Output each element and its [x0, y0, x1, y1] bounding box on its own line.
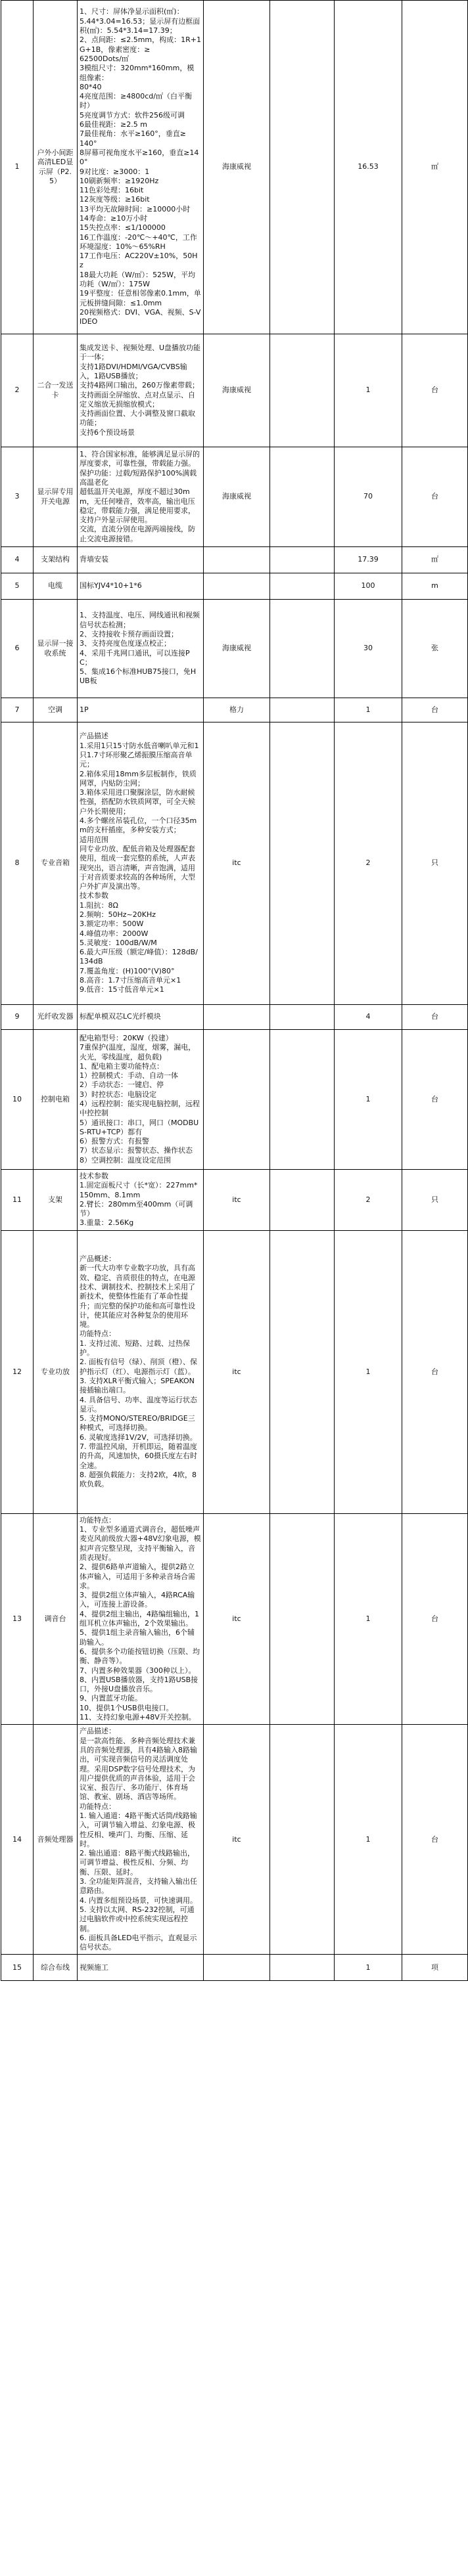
spec-line: 1、专业型多通道式调音台，超低噪声麦克风前级放大器+48V幻象电源，模拟声音完整呈现，支持平衡输入，音质表现好。 [80, 1525, 201, 1562]
item-unit: 台 [402, 1030, 468, 1170]
spec-line: 5亮度调节方式：软件256级可调 [80, 110, 185, 120]
spec-line: 3.重量：2.56Kg [80, 1218, 134, 1228]
item-name: 调音台 [34, 1513, 78, 1725]
spec-line: 新一代大功率专业数字功放，具有高效、稳定、音质很佳的特点，在电源技术、调制技术、控制技术上采用了新技术，使整体性能有了革命性提升；而完整的保护功能和高可靠性设计，使其能应对各种复杂的使用环境。 [80, 1264, 195, 1329]
item-unit: 台 [402, 334, 468, 447]
item-model [270, 1725, 335, 1955]
spec-line: 2、点间距：≤2.5mm，构成：1R+1G+1B，像素密度：≥ [80, 35, 201, 54]
spec-line: 62500Dots/㎡ [80, 54, 129, 63]
spec-line: 交流，直流分别在电源两端接线，防止交流电源接错。 [80, 525, 195, 543]
item-unit: ㎡ [402, 547, 468, 573]
item-brand [204, 573, 270, 600]
item-brand [204, 547, 270, 573]
table-row [1, 547, 468, 573]
table-row [1, 1230, 468, 1513]
table-row [1, 1030, 468, 1170]
spec-line: 2）手动状态：一键启、停 [80, 1080, 164, 1090]
item-quantity: 1 [335, 334, 402, 447]
spec-line: 5.44*3.04=16.53；显示屏有边框面积(㎡)：5.54*3.14=17.39； [80, 16, 200, 35]
item-quantity: 4 [335, 1005, 402, 1030]
item-unit: 台 [402, 1230, 468, 1513]
spec-line: 1、符合国家标准，能够满足显示屏的厚度要求，可靠性强，带载能力强。 [80, 450, 200, 468]
table-row [1, 600, 468, 698]
item-name: 二合一发送卡 [34, 334, 78, 447]
spec-line: 4. 具备信号、功率、温度等运行状态显示。 [80, 1395, 197, 1413]
item-spec [78, 334, 204, 447]
spec-line: 4.多个螺丝吊装孔位，一个口径35mm的支杆插座，多种安装方式； [80, 816, 197, 835]
spec-line: 16工作温度：-20℃～+40℃，工作环境湿度：10%～65%RH [80, 233, 197, 251]
spec-line: 是一款高性能、多种音频处理技术兼具的音频处理器，具有4路输入8路输出，可实现音频信号的灵活调度处理。采用DSP数字信号处理技术，为用户提供优质的声音体验，适用于会议室、报告厅、多功能厅、体育场馆、教室、剧场、酒店等场所。 [80, 1736, 197, 1802]
spec-line: 超低温开关电源，厚度不超过30mm，无任何噪音，效率高，输出电压稳定，带载能力强，满足使用要求，支持户外显示屏使用。 [80, 487, 195, 525]
row-number: 14 [1, 1725, 34, 1955]
row-number: 5 [1, 573, 34, 600]
table-row [1, 573, 468, 600]
spec-line: 9对比度：≥3000：1 [80, 167, 150, 176]
item-name: 户外小间距高清LED显示屏（P2.5） [34, 1, 78, 334]
table-row [1, 447, 468, 547]
item-brand [204, 1005, 270, 1030]
spec-line: 2. 输出通道：8路平衡式线路输出，可调节增益、极性反相、分频、均衡、压限、延时。 [80, 1849, 195, 1876]
spec-line: 支持画面位置、大小调整及窗口截取功能； [80, 409, 195, 428]
item-brand: itc [204, 1170, 270, 1231]
spec-line: 8屏幕可视角度水平≥160，垂直≥140° [80, 148, 199, 167]
table-body [1, 1, 468, 1981]
item-unit: ㎡ [402, 1, 468, 334]
spec-line: 3模组尺寸：320mm*160mm，模组像素： [80, 64, 195, 82]
row-number: 15 [1, 1955, 34, 1981]
item-unit: 张 [402, 600, 468, 698]
item-quantity: 17.39 [335, 547, 402, 573]
spec-line: 1.固定面板尺寸（长*宽）：227mm*150mm、8.1mm [80, 1181, 198, 1199]
spec-line: 7. 带温控风扇，开机即运，随着温度的升高，风速加快，60摄氏度左右时全速。 [80, 1442, 197, 1470]
spec-line: 功能特点： [80, 1515, 116, 1524]
row-number: 9 [1, 1005, 34, 1030]
spec-line: 1.采用1只15寸防水低音喇叭单元和1只1.7寸环形聚乙烯振膜压缩高音单元； [80, 741, 199, 769]
spec-line: 技术参数 [80, 891, 108, 900]
row-number: 3 [1, 447, 34, 547]
item-model [270, 1, 335, 334]
item-model [270, 1170, 335, 1231]
table-row [1, 1005, 468, 1030]
spec-line: 8、内置USB播放器，支持1路USB接口，外接U盘播放音乐。 [80, 1675, 199, 1694]
spec-line: 14寿命：≥10万小时 [80, 213, 148, 223]
quotation-table [1, 0, 468, 1981]
spec-line: 适用范围 [80, 835, 108, 844]
item-brand: itc [204, 722, 270, 1005]
spec-line: 2、提供6路单声道输入，提供2路立体声输入，可适用于多种录音场合需求。 [80, 1563, 195, 1590]
spec-line: 2.臂长：280mm至400mm（可调节） [80, 1199, 193, 1218]
row-number: 12 [1, 1230, 34, 1513]
spec-line: 1、支持温度、电压、网线通讯和视频信号状态检测； [80, 611, 200, 629]
item-quantity: 70 [335, 447, 402, 547]
spec-line: 6）报警方式：有报警 [80, 1137, 149, 1146]
spec-line: 2.频响：50Hz~20KHz [80, 910, 156, 919]
spec-line: 9、内置蓝牙功能。 [80, 1694, 142, 1703]
item-unit: 台 [402, 1725, 468, 1955]
row-number: 6 [1, 600, 34, 698]
spec-line: 11色彩处理：16bit [80, 186, 144, 195]
item-model [270, 1230, 335, 1513]
spec-line: 6. 灵敏度选择1V/2V，可选择切换。 [80, 1432, 197, 1442]
item-brand: itc [204, 1230, 270, 1513]
item-unit: 只 [402, 722, 468, 1005]
spec-line: 3. 支持XLR平衡式输入；SPEAKON接插输出端口。 [80, 1376, 195, 1395]
spec-line: 20视频格式：DVI、VGA、视频、S-VIDEO [80, 307, 201, 326]
item-model [270, 1513, 335, 1725]
item-brand [204, 1955, 270, 1981]
row-number: 1 [1, 1, 34, 334]
spec-line: 12灰度等级：≥16bit [80, 195, 150, 204]
spec-line: 7.覆盖角度：(H)100°(V)80° [80, 966, 175, 975]
item-spec [78, 547, 204, 573]
item-model [270, 722, 335, 1005]
item-quantity: 100 [335, 573, 402, 600]
spec-line: 支持画面全屏缩放、点对点显示、自定义缩放无损缩放模式； [80, 390, 195, 409]
item-quantity: 1 [335, 1513, 402, 1725]
spec-line: 17工作电压：AC220V±10%，50Hz [80, 252, 198, 270]
item-spec [78, 1, 204, 334]
spec-line: 产品描述： [80, 1727, 116, 1736]
item-name: 显示屏专用开关电源 [34, 447, 78, 547]
item-model [270, 573, 335, 600]
table-row [1, 1170, 468, 1231]
item-spec [78, 698, 204, 722]
item-quantity: 2 [335, 722, 402, 1005]
table-row [1, 1513, 468, 1725]
item-spec [78, 722, 204, 1005]
item-unit: 台 [402, 698, 468, 722]
row-number: 4 [1, 547, 34, 573]
spec-line: 18最大功耗（W/㎡）：525W，平均功耗（W/㎡）：175W [80, 270, 195, 289]
spec-line: 1P [80, 705, 89, 714]
item-name: 支架 [34, 1170, 78, 1231]
item-quantity: 2 [335, 1170, 402, 1231]
item-brand: 海康威视 [204, 334, 270, 447]
row-number: 8 [1, 722, 34, 1005]
spec-line: 1、尺寸：屏体净显示面积(㎡)： [80, 7, 184, 16]
spec-line: 3.箱体采用进口聚脲涂层，防水耐候性强，搭配防水铁质网罩，可全天候户外长期使用； [80, 788, 195, 816]
spec-line: 4. 内置多组预设场景，可快速调用。 [80, 1896, 197, 1905]
item-model [270, 334, 335, 447]
item-quantity: 1 [335, 698, 402, 722]
spec-line: 8）空调控制：温度设定范围 [80, 1155, 171, 1165]
spec-line: 3. 全功能矩阵混音，支持输入输出任意路由。 [80, 1877, 197, 1896]
spec-line: 1.阻抗：8Ω [80, 900, 118, 910]
item-model [270, 1030, 335, 1170]
row-number: 2 [1, 334, 34, 447]
spec-line: 5. 支持MONO/STEREO/BRIDGE三种模式，可选择切换。 [80, 1414, 195, 1432]
item-name: 空调 [34, 698, 78, 722]
spec-line: 2.箱体采用18mm多层板制作，铁质网罩，内贴防尘网； [80, 769, 197, 788]
spec-line: 功能特点： [80, 1329, 116, 1339]
spec-line: 5、集成16个标准HUB75接口，免HUB板 [80, 667, 197, 686]
item-name: 音频处理器 [34, 1725, 78, 1955]
item-quantity: 1 [335, 1230, 402, 1513]
item-spec [78, 1230, 204, 1513]
table-row [1, 334, 468, 447]
spec-line: 8.高音：1.7寸压缩高音单元×1 [80, 976, 181, 985]
item-unit: 台 [402, 447, 468, 547]
spec-line: 配电箱型号：20KW（投建） [80, 1033, 173, 1042]
spec-line: 功能特点： [80, 1802, 116, 1811]
spec-line: 产品概述： [80, 1255, 116, 1264]
spec-line: 7重保护(温度，湿度，烟雾，漏电，火光，零线温度，超负载) [80, 1043, 196, 1061]
spec-line: 同专业功放、配低音箱及处理器配套使用，组成一套完整的系统，人声表现突出，语言清晰，声音饱满，适用于对音质要求较高的各种场所，大型户外扩声及演出等。 [80, 844, 195, 891]
spec-line: 5.灵敏度：100dB/W/M [80, 938, 157, 947]
item-brand [204, 1030, 270, 1170]
item-brand: itc [204, 1725, 270, 1955]
item-quantity: 16.53 [335, 1, 402, 334]
spec-line: 6、提供多个功能按钮切换（压限、均衡、静音等）。 [80, 1647, 200, 1666]
spec-line: 2、支持接收卡预存画面设置； [80, 629, 178, 638]
spec-line: 支持1路DVI/HDMI/VGA/CVBS输入，1路USB播放； [80, 362, 187, 380]
item-brand: 海康威视 [204, 1, 270, 334]
spec-line: 1. 支持过流、短路、过载、过热保护。 [80, 1339, 190, 1358]
table-row [1, 1, 468, 334]
spec-line: 10刷新频率：≥1920Hz [80, 176, 159, 185]
spec-line: 1）控制模式：手动、自动一体 [80, 1071, 178, 1080]
item-spec [78, 1005, 204, 1030]
spec-line: 8. 超强负载能力：支持2欧，4欧，8欧负载。 [80, 1470, 197, 1489]
spec-line: 5）通讯接口：串口，网口（MODBUS-RTU+TCP）都有 [80, 1118, 199, 1136]
spec-line: 13平均无故障时间：≥10000小时 [80, 204, 191, 213]
item-brand: 海康威视 [204, 600, 270, 698]
row-number: 13 [1, 1513, 34, 1725]
spec-line: 4.峰值功率：2000W [80, 929, 149, 938]
item-unit: m [402, 573, 468, 600]
spec-line: 1. 输入通道：4路平衡式话筒/线路输入，可调节输入增益、幻象电源、极性反相、噪声门、均衡、压缩、延时。 [80, 1811, 197, 1848]
spec-line: 7、内置多种效果器（300种以上）。 [80, 1666, 196, 1675]
spec-line: 国标YJV4*10+1*6 [80, 581, 142, 590]
spec-line: 集成发送卡、视频处理、U盘播放功能于一体； [80, 344, 201, 362]
item-quantity: 1 [335, 1955, 402, 1981]
item-model [270, 447, 335, 547]
spec-line: 3、支持亮度色度逐点校正； [80, 639, 171, 648]
item-quantity: 1 [335, 1030, 402, 1170]
row-number: 10 [1, 1030, 34, 1170]
spec-line: 6. 面板具备LED电平指示，直观显示信号状态。 [80, 1933, 197, 1952]
item-name: 专业音箱 [34, 722, 78, 1005]
item-spec [78, 1725, 204, 1955]
spec-line: 保护功能：过载/短路保护100%满载高温老化 [80, 468, 197, 487]
item-name: 控制电箱 [34, 1030, 78, 1170]
spec-line: 标配单模双芯LC光纤模块 [80, 1012, 161, 1021]
spec-line: 140° [80, 139, 97, 148]
spec-line: 1、配电箱主要功能特点： [80, 1061, 164, 1071]
item-spec [78, 600, 204, 698]
row-number: 7 [1, 698, 34, 722]
spec-line: 4亮度范围：≥4800cd/㎡（白平衡时） [80, 92, 192, 110]
spec-line: 80*40 [80, 82, 102, 91]
spec-line: 3.额定功率：500W [80, 920, 144, 929]
item-spec [78, 1170, 204, 1231]
spec-line: 3）时控状态：电脑设定 [80, 1090, 156, 1099]
spec-line: 6最佳视距：≥2.5 m [80, 120, 147, 129]
item-brand: 海康威视 [204, 447, 270, 547]
spec-line: 10、提供1个USB供电接口。 [80, 1703, 174, 1712]
spec-line: 4、采用千兆网口通讯，可以连接PC； [80, 648, 190, 667]
spec-line: 3、提供2组立体声输入，4路RCA输入，可连接上游设备。 [80, 1591, 195, 1609]
spec-line: 15失控点率：≤1/100000 [80, 223, 166, 233]
item-spec [78, 1030, 204, 1170]
item-name: 综合布线 [34, 1955, 78, 1981]
table-row [1, 1725, 468, 1955]
spec-line: 6.最大声压级（额定/峰值）：128dB/134dB [80, 948, 198, 966]
item-name: 光纤收发器 [34, 1005, 78, 1030]
spec-line: 视频施工 [80, 1963, 108, 1972]
item-unit: 台 [402, 1005, 468, 1030]
item-quantity: 1 [335, 1725, 402, 1955]
spec-line: 2. 面板有信号（绿）、削顶（橙）、保护指示灯（红）、电源指示灯（蓝）。 [80, 1358, 197, 1376]
item-unit: 只 [402, 1170, 468, 1231]
table-row [1, 1955, 468, 1981]
spec-line: 4）远程控制：能实现电脑控制，远程中控控制 [80, 1099, 200, 1118]
spec-line: 11、支持幻象电源+48V开关控制。 [80, 1713, 196, 1722]
spec-line: 技术参数 [80, 1172, 108, 1180]
spec-line: 背墙安装 [80, 555, 108, 564]
spec-line: 支持6个预设场景 [80, 428, 135, 437]
item-quantity: 30 [335, 600, 402, 698]
item-model [270, 600, 335, 698]
item-brand: itc [204, 1513, 270, 1725]
item-unit: 项 [402, 1955, 468, 1981]
item-model [270, 1005, 335, 1030]
item-name: 支架结构 [34, 547, 78, 573]
row-number: 11 [1, 1170, 34, 1231]
item-name: 电缆 [34, 573, 78, 600]
spec-line: 19平整度：任意相邻像素0.1mm，单元板拼缝间隙：≤1.0mm [80, 289, 201, 307]
spec-line: 5. 支持以太网、RS-232控制，可通过电脑软件或中控系统实现远程控制。 [80, 1905, 195, 1933]
item-model [270, 698, 335, 722]
item-name: 专业功放 [34, 1230, 78, 1513]
item-brand: 格力 [204, 698, 270, 722]
spec-line: 7）状态显示：报警状态、操作状态 [80, 1146, 193, 1155]
item-unit: 台 [402, 1513, 468, 1725]
item-spec [78, 1513, 204, 1725]
spec-line: 5、提供1组主录音输入输出，6个辅助输入。 [80, 1628, 195, 1647]
item-spec [78, 573, 204, 600]
item-spec [78, 1955, 204, 1981]
item-model [270, 1955, 335, 1981]
table-row [1, 722, 468, 1005]
item-name: 显示屏一接收系统 [34, 600, 78, 698]
spec-line: 9.低音：15寸低音单元×1 [80, 985, 164, 994]
item-spec [78, 447, 204, 547]
spec-line: 支持4路网口输出，260万像素带载； [80, 381, 199, 390]
item-model [270, 547, 335, 573]
spec-line: 4、提供2组主输出，4路编组输出，1组耳机立体声输出，2个效果输出。 [80, 1609, 199, 1628]
spec-line: 7最佳视角：水平≥160°，垂直≥ [80, 129, 186, 139]
spec-line: 产品描述 [80, 732, 108, 741]
table-row [1, 698, 468, 722]
